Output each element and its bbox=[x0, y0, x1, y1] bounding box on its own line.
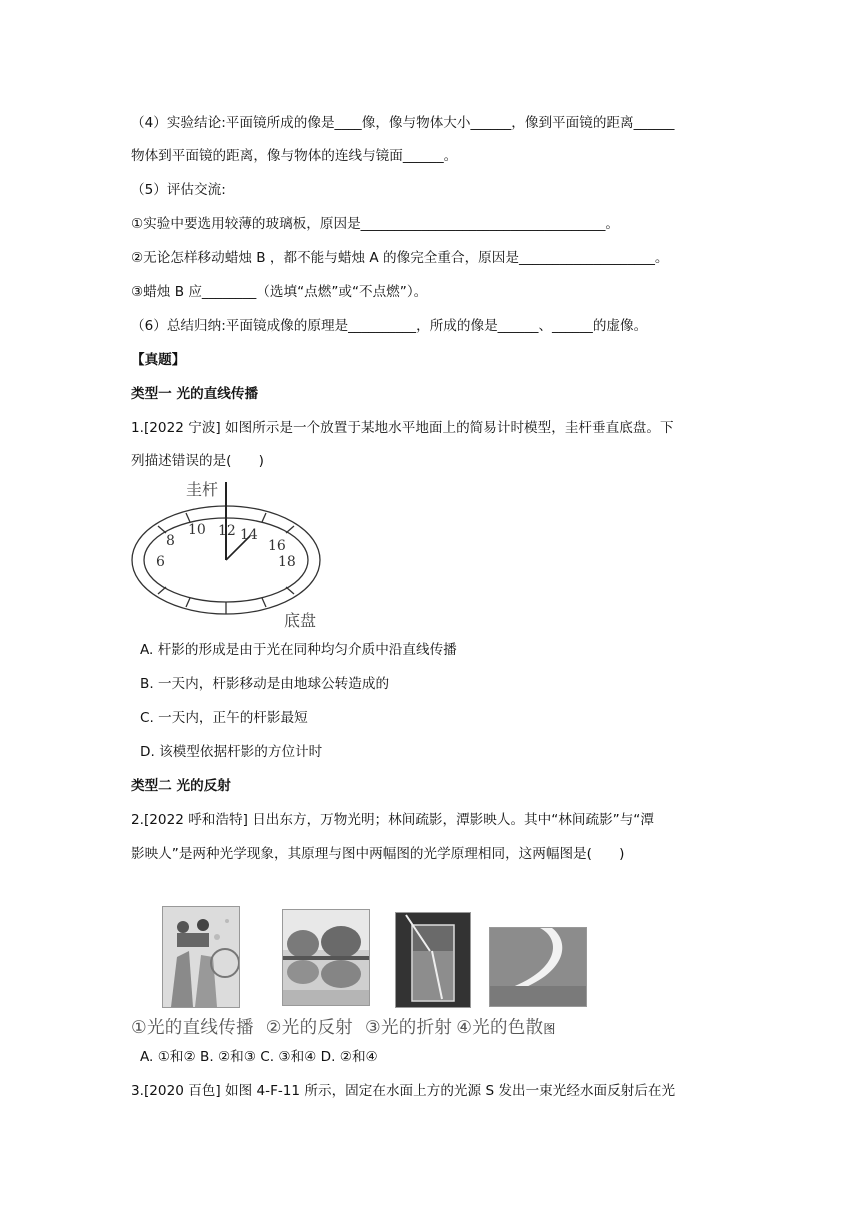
sundial-figure bbox=[128, 478, 328, 630]
hour-6: 6 bbox=[156, 554, 165, 570]
section5-item1: ①实验中要选用较薄的玻璃板，原因是____________________________________。 bbox=[131, 216, 619, 232]
photo-shadow bbox=[162, 906, 240, 1008]
q1-option-d: D. 该模型依据杆影的方位计时 bbox=[140, 744, 323, 760]
hour-8: 8 bbox=[166, 533, 175, 549]
caption-tail: 图 bbox=[543, 1022, 556, 1036]
caption-4: ④光的色散 bbox=[456, 1018, 544, 1038]
caption-2: ②光的反射 bbox=[265, 1018, 353, 1038]
q3-line1: 3.[2020 百色] 如图 4-F-11 所示，固定在水面上方的光源 S 发出一束光经水面反射后在光 bbox=[131, 1083, 676, 1099]
photo-dispersion bbox=[489, 927, 587, 1007]
line-4-1: （4）实验结论:平面镜所成的像是____像，像与物体大小______，像到平面镜的距离______ bbox=[131, 115, 675, 131]
q2-captions bbox=[131, 1014, 556, 1039]
q2-line2: 影映人”是两种光学现象，其原理与图中两幅图的光学原理相同，这两幅图是( ) bbox=[131, 846, 625, 862]
type2-heading: 类型二 光的反射 bbox=[131, 778, 231, 794]
q2-options: A. ①和② B. ②和③ C. ③和④ D. ②和④ bbox=[140, 1049, 378, 1065]
q1-option-b: B. 一天内，杆影移动是由地球公转造成的 bbox=[140, 676, 390, 692]
section5-item2: ②无论怎样移动蜡烛 B ，都不能与蜡烛 A 的像完全重合，原因是____________________。 bbox=[131, 250, 669, 266]
q2-line1: 2.[2022 呼和浩特] 日出东方，万物光明；林间疏影，潭影映人。其中“林间疏影”与“潭 bbox=[131, 812, 654, 828]
line-4-2: 物体到平面镜的距离，像与物体的连线与镜面______。 bbox=[131, 148, 458, 164]
hour-12: 12 bbox=[218, 523, 236, 539]
zhenti-heading: 【真题】 bbox=[131, 352, 186, 368]
hour-14: 14 bbox=[240, 527, 258, 543]
hour-18: 18 bbox=[278, 554, 296, 570]
hour-10: 10 bbox=[188, 522, 206, 538]
section6: （6）总结归纳:平面镜成像的原理是__________，所成的像是______、______的虚像。 bbox=[131, 318, 648, 334]
photo-reflection bbox=[282, 909, 370, 1006]
q1-line1: 1.[2022 宁波] 如图所示是一个放置于某地水平地面上的简易计时模型，圭杆垂直底盘。下 bbox=[131, 420, 674, 436]
type1-heading: 类型一 光的直线传播 bbox=[131, 386, 259, 402]
section5-item3: ③蜡烛 B 应________（选填“点燃”或“不点燃”）。 bbox=[131, 284, 428, 300]
caption-1: ①光的直线传播 bbox=[131, 1018, 254, 1038]
rod-label: 圭杆 bbox=[186, 480, 219, 499]
base-label: 底盘 bbox=[284, 611, 317, 630]
caption-3: ③光的折射 bbox=[365, 1018, 453, 1038]
q1-line2: 列描述错误的是( ) bbox=[131, 453, 264, 469]
q1-option-a: A. 杆影的形成是由于光在同种均匀介质中沿直线传播 bbox=[140, 642, 457, 658]
hour-16: 16 bbox=[268, 538, 286, 554]
section5-title: （5）评估交流: bbox=[131, 182, 226, 198]
q1-option-c: C. 一天内，正午的杆影最短 bbox=[140, 710, 308, 726]
photo-refraction bbox=[395, 912, 471, 1008]
